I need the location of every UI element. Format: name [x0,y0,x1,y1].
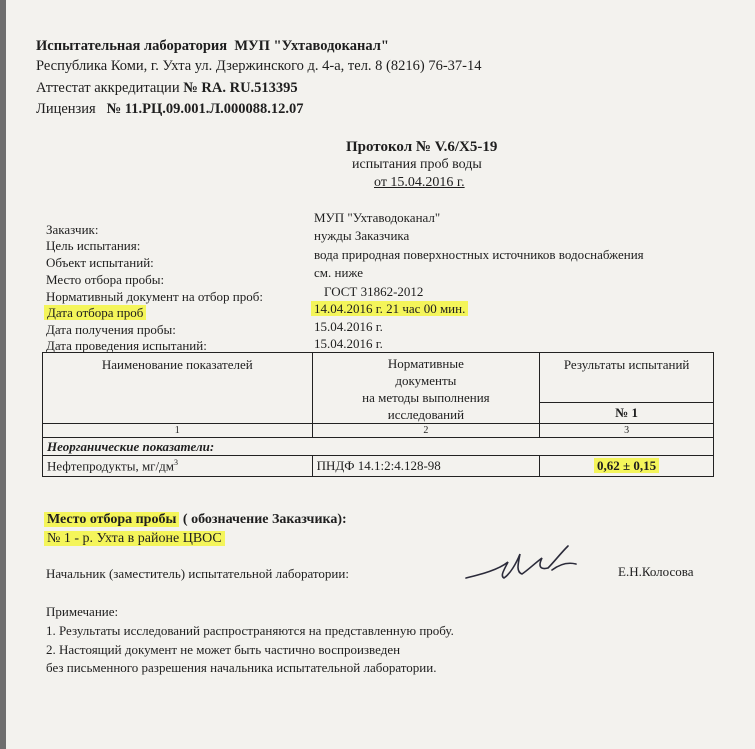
row-indicator-name: Нефтепродукты, $мг/дм^3$ [43,456,313,477]
note-item: без письменного разрешения начальника испытательной лаборатории. [46,660,437,675]
note-item: 1. Результаты исследований распространяются на представленную пробу. [46,623,454,638]
col-number-1: 1 [43,424,313,438]
signatory-role: Начальник (заместитель) испытательной лаборатории: [46,566,349,581]
col-number-3: 3 [540,424,714,438]
note-item: 2. Настоящий документ не может быть частично воспроизведен [46,642,401,657]
accreditation: Аттестат аккредитации № RA. RU.513395 [36,80,298,96]
field-label-sampling-date: Дата отбора проб [44,305,146,321]
field-label-purpose: Цель испытания: [46,238,141,253]
col-header-results: Результаты испытаний [540,353,714,403]
field-label-sampling-place: Место отбора пробы: [46,272,165,287]
field-label-test-date: Дата проведения испытаний: [46,338,207,353]
lab-address: Республика Коми, г. Ухта ул. Дзержинского д. 4-а, тел. 8 (8216) 76-37-14 [36,58,482,74]
field-value-object: вода природная поверхностных источников водоснабжения [314,247,644,262]
license: Лицензия № 11.РЦ.09.001.Л.000088.12.07 [36,101,304,117]
document-page [6,0,755,749]
protocol-subtitle: испытания проб воды [352,157,482,172]
sampling-place-title: Место отбора пробы ( обозначение Заказчика): [44,512,347,528]
table-row [43,456,714,477]
field-value-purpose: нужды Заказчика [314,228,410,243]
sampling-point: № 1 - р. Ухта в районе ЦВОС [44,531,225,547]
table-group-row: Неорганические показатели: [43,438,714,456]
field-value-sampling-date: 14.04.2016 г. 21 час 00 мин. [311,301,468,317]
field-label-norm-doc: Нормативный документ на отбор проб: [46,289,263,304]
field-value-receipt-date: 15.04.2016 г. [314,319,383,334]
field-value-customer: МУП "Ухтаводоканал" [314,210,441,225]
field-label-receipt-date: Дата получения пробы: [46,322,176,337]
results-table [42,352,714,477]
col-header-sample-number: № 1 [540,402,714,423]
lab-name: Испытательная лаборатория МУП "Ухтаводоканал" [36,38,389,54]
row-method: ПНДФ 14.1:2:4.128-98 [312,456,540,477]
protocol-title: Протокол № V.6/X5-19 [346,139,498,155]
field-label-object: Объект испытаний: [46,255,154,270]
field-label-customer: Заказчик: [46,222,99,237]
col-header-indicators: Наименование показателей [43,353,313,424]
field-value-test-date: 15.04.2016 г. [314,336,383,351]
notes-title: Примечание: [46,604,119,619]
col-number-2: 2 [312,424,540,438]
field-value-sampling-place: см. ниже [314,265,363,280]
row-result: 0,62 ± 0,15 [540,456,714,477]
col-header-methods: Нормативные документы на методы выполнения исследований [312,353,540,424]
handwritten-signature [464,540,584,586]
protocol-date: от 15.04.2016 г. [374,175,465,190]
signatory-name: Е.Н.Колосова [618,564,694,579]
field-value-norm-doc: ГОСТ 31862-2012 [324,284,424,299]
